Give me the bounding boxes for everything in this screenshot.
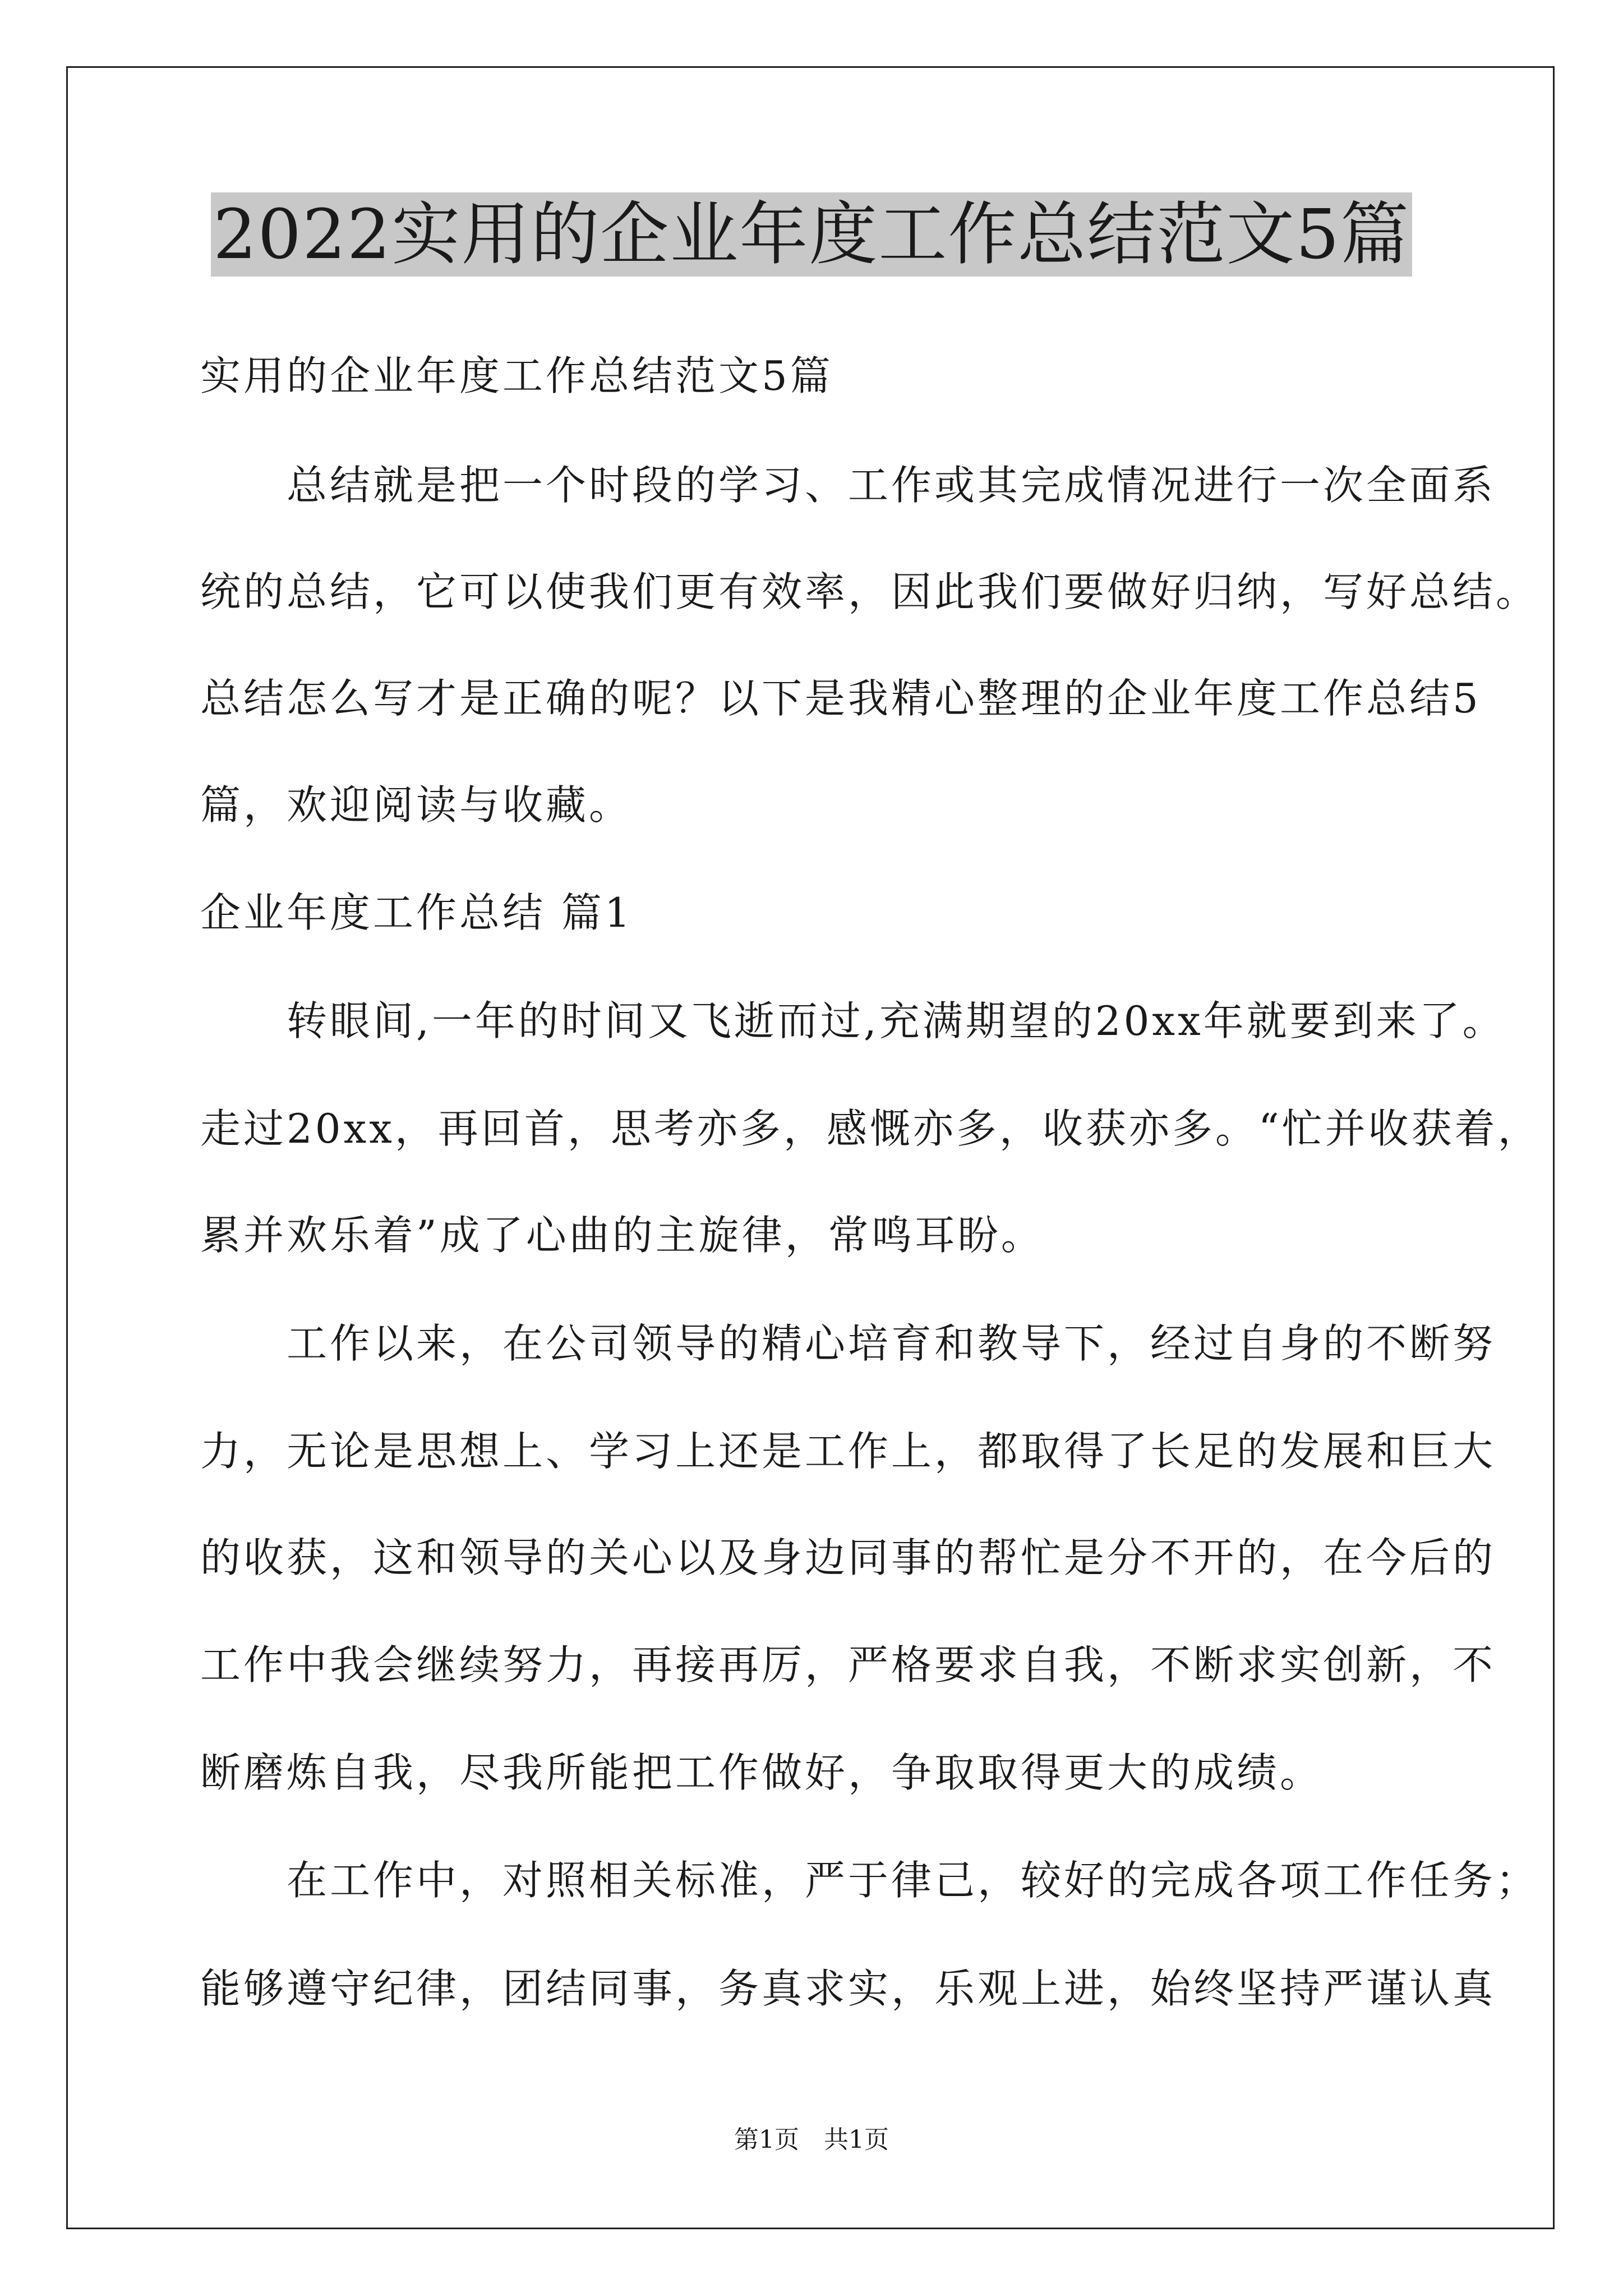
body-line: 转眼间,一年的时间又飞逝而过,充满期望的20xx年就要到来了。 [200,997,1506,1045]
body-line: 总结怎么写才是正确的呢？以下是我精心整理的企业年度工作总结5 [200,675,1481,722]
body-line: 走过20xx，再回首，思考亦多，感慨亦多，收获亦多。“忙并收获着， [200,1105,1541,1152]
section-heading: 企业年度工作总结 篇1 [200,889,633,936]
body-line: 能够遵守纪律，团结同事，务真求实，乐观上进，始终坚持严谨认真 [200,1965,1496,2012]
subtitle-line: 实用的企业年度工作总结范文5篇 [200,352,833,399]
page-footer: 第1页 共1页 [734,2125,889,2154]
body-line: 的收获，这和领导的关心以及身边同事的帮忙是分不开的，在今后的 [200,1534,1496,1581]
body-line: 在工作中，对照相关标准，严于律己，较好的完成各项工作任务； [200,1857,1539,1904]
body-line: 总结就是把一个时段的学习、工作或其完成情况进行一次全面系 [200,462,1496,509]
body-line: 篇，欢迎阅读与收藏。 [200,781,633,829]
title-container [0,192,1623,277]
document-title: 2022实用的企业年度工作总结范文5篇 [211,192,1412,277]
body-line: 累并欢乐着”成了心曲的主旋律，常鸣耳盼。 [200,1212,1044,1259]
body-line: 力，无论是思想上、学习上还是工作上，都取得了长足的发展和巨大 [200,1428,1496,1475]
body-line: 工作中我会继续努力，再接再厉，严格要求自我，不断求实创新，不 [200,1641,1496,1688]
body-line: 断磨炼自我，尽我所能把工作做好，争取取得更大的成绩。 [200,1749,1324,1796]
body-line: 统的总结，它可以使我们更有效率，因此我们要做好归纳，写好总结。 [200,568,1539,615]
body-line: 工作以来，在公司领导的精心培育和教导下，经过自身的不断努 [200,1320,1496,1367]
